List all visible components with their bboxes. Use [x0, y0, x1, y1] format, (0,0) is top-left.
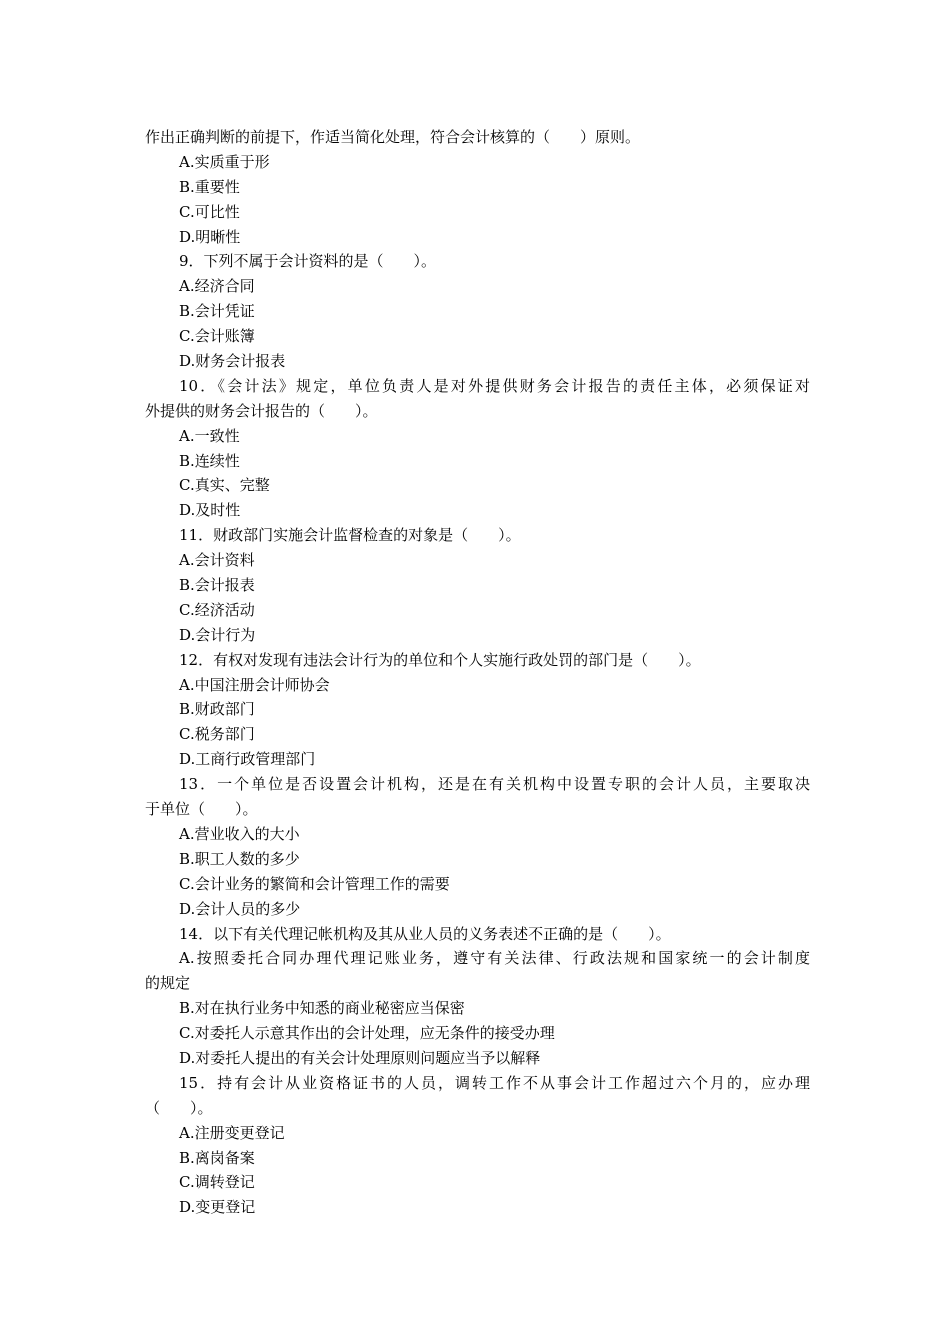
text-line: 外提供的财务会计报告的（ ）。: [145, 401, 378, 420]
text-line: D.财务会计报表: [179, 352, 286, 371]
text-line: 14．以下有关代理记帐机构及其从业人员的义务表述不正确的是（ ）。: [179, 924, 671, 943]
text-line: 9．下列不属于会计资料的是（ ）。: [179, 252, 437, 271]
text-line: A.中国注册会计师协会: [179, 675, 330, 694]
text-line: C.真实、完整: [179, 476, 270, 495]
text-line: C.会计账簿: [179, 327, 255, 346]
text-line: C.可比性: [179, 202, 240, 221]
text-line: 15．持有会计从业资格证书的人员，调转工作不从事会计工作超过六个月的，应办理: [179, 1073, 810, 1092]
document-body: [145, 125, 810, 1220]
text-line: B.重要性: [179, 177, 240, 196]
text-line: D.变更登记: [179, 1198, 256, 1217]
text-line: D.会计行为: [179, 625, 256, 644]
text-line: C.调转登记: [179, 1173, 255, 1192]
text-line: D.及时性: [179, 501, 241, 520]
text-line: B.离岗备案: [179, 1148, 255, 1167]
text-line: C.会计业务的繁简和会计管理工作的需要: [179, 874, 450, 893]
text-line: A.实质重于形: [179, 152, 270, 171]
text-line: D.工商行政管理部门: [179, 750, 316, 769]
text-line: 的规定: [145, 974, 191, 993]
text-line: 于单位（ ）。: [145, 800, 258, 819]
text-line: D.对委托人提出的有关会计处理原则问题应当予以解释: [179, 1048, 541, 1067]
text-line: B.职工人数的多少: [179, 849, 300, 868]
text-line: D.明晰性: [179, 227, 241, 246]
text-line: C.经济活动: [179, 600, 255, 619]
text-line: 10．《会计法》规定，单位负责人是对外提供财务会计报告的责任主体，必须保证对: [179, 376, 810, 395]
text-line: 11．财政部门实施会计监督检查的对象是（ ）。: [179, 526, 521, 545]
text-line: B.会计凭证: [179, 302, 255, 321]
text-line: A.注册变更登记: [179, 1123, 285, 1142]
text-line: B.财政部门: [179, 700, 255, 719]
text-line: A.会计资料: [179, 551, 255, 570]
text-line: C.税务部门: [179, 725, 255, 744]
text-line: 13．一个单位是否设置会计机构，还是在有关机构中设置专职的会计人员，主要取决: [179, 775, 810, 794]
text-line: A.营业收入的大小: [179, 824, 300, 843]
text-line: B.会计报表: [179, 576, 255, 595]
text-line: B.连续性: [179, 451, 240, 470]
text-line: 作出正确判断的前提下，作适当简化处理，符合会计核算的（ ）原则。: [145, 128, 641, 146]
text-line: （ ）。: [145, 1098, 213, 1117]
text-line: C.对委托人示意其作出的会计处理，应无条件的接受办理: [179, 1024, 555, 1043]
text-line: 12．有权对发现有违法会计行为的单位和个人实施行政处罚的部门是（ ）。: [179, 650, 701, 669]
text-line: D.会计人员的多少: [179, 899, 301, 918]
text-line: A.经济合同: [179, 277, 255, 296]
text-line: B.对在执行业务中知悉的商业秘密应当保密: [179, 999, 465, 1018]
text-line: A.一致性: [179, 426, 240, 445]
text-line: A.按照委托合同办理代理记账业务，遵守有关法律、行政法规和国家统一的会计制度: [179, 949, 810, 968]
